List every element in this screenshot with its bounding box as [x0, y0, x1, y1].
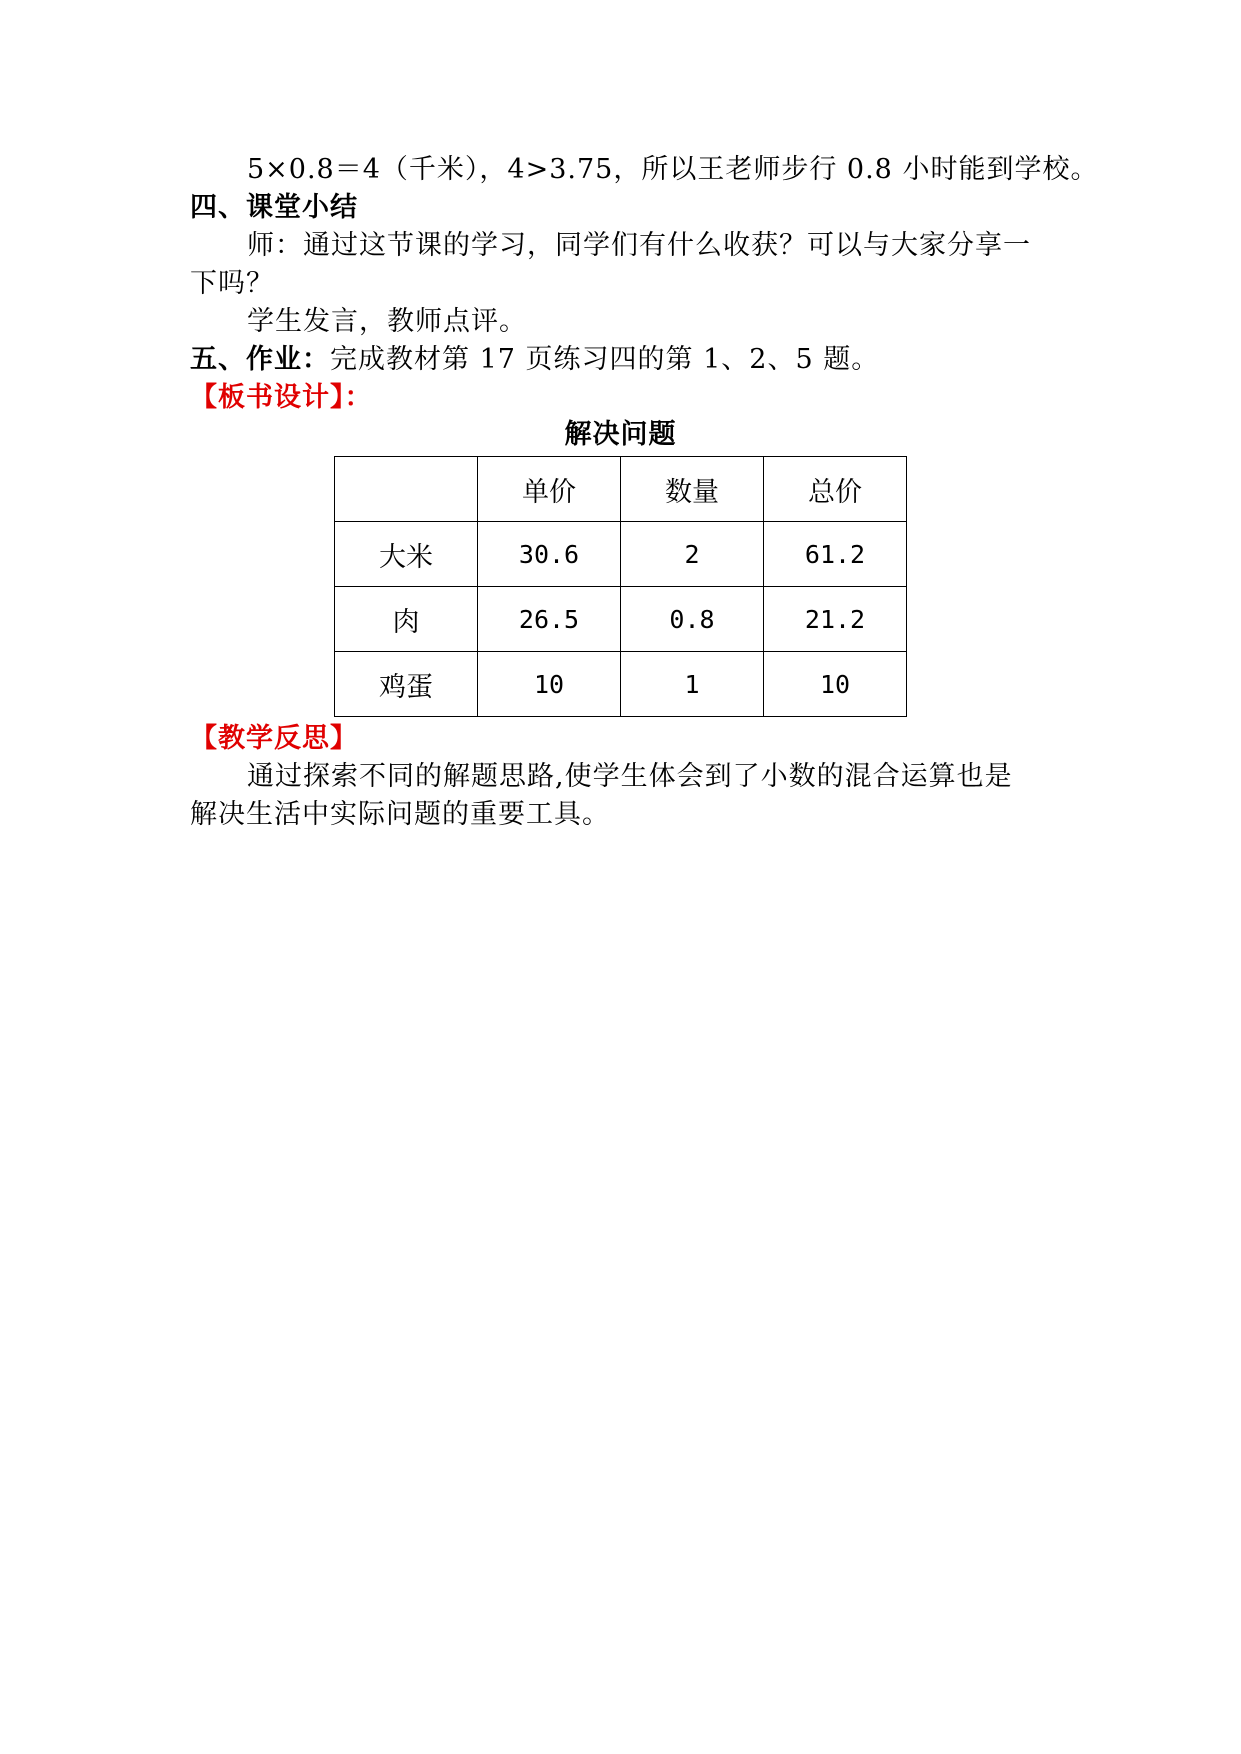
board-design-table	[334, 456, 907, 717]
table-cell-total: 10	[764, 652, 907, 717]
table-cell-quantity: 1	[621, 652, 764, 717]
summary-question-line-2: 下吗？	[190, 268, 274, 299]
summary-heading: 四、课堂小结	[190, 192, 358, 223]
homework-label: 五、作业：	[190, 344, 330, 375]
homework-text: 完成教材第 17 页练习四的第 1、2、5 题。	[330, 344, 880, 375]
table-cell-item: 肉	[335, 587, 478, 652]
table-header-cell: 总价	[764, 457, 907, 522]
table-cell-unit-price: 30.6	[478, 522, 621, 587]
reflection-heading: 【教学反思】	[190, 723, 358, 754]
table-title: 解决问题	[564, 419, 677, 450]
table-header-cell: 单价	[478, 457, 621, 522]
table-cell-total: 21.2	[764, 587, 907, 652]
table-row	[335, 522, 907, 587]
table-header-cell: 数量	[621, 457, 764, 522]
table-row	[335, 652, 907, 717]
table-cell-item: 大米	[335, 522, 478, 587]
table-cell-unit-price: 26.5	[478, 587, 621, 652]
summary-answer: 学生发言，教师点评。	[247, 306, 527, 337]
summary-question-line-1: 师：通过这节课的学习，同学们有什么收获？可以与大家分享一	[247, 230, 1031, 261]
table-header-row	[335, 457, 907, 522]
table-row	[335, 587, 907, 652]
table-cell-item: 鸡蛋	[335, 652, 478, 717]
calculation-line: 5×0.8＝4（千米），4>3.75，所以王老师步行 0.8 小时能到学校。	[247, 154, 1099, 185]
table-cell-quantity: 0.8	[621, 587, 764, 652]
reflection-line-2: 解决生活中实际问题的重要工具。	[190, 799, 610, 830]
table-cell-total: 61.2	[764, 522, 907, 587]
homework-line	[190, 341, 879, 379]
table-cell-unit-price: 10	[478, 652, 621, 717]
table-header-cell	[335, 457, 478, 522]
board-design-heading: 【板书设计】：	[190, 382, 373, 413]
table-cell-quantity: 2	[621, 522, 764, 587]
reflection-line-1: 通过探索不同的解题思路,使学生体会到了小数的混合运算也是	[247, 761, 1013, 792]
